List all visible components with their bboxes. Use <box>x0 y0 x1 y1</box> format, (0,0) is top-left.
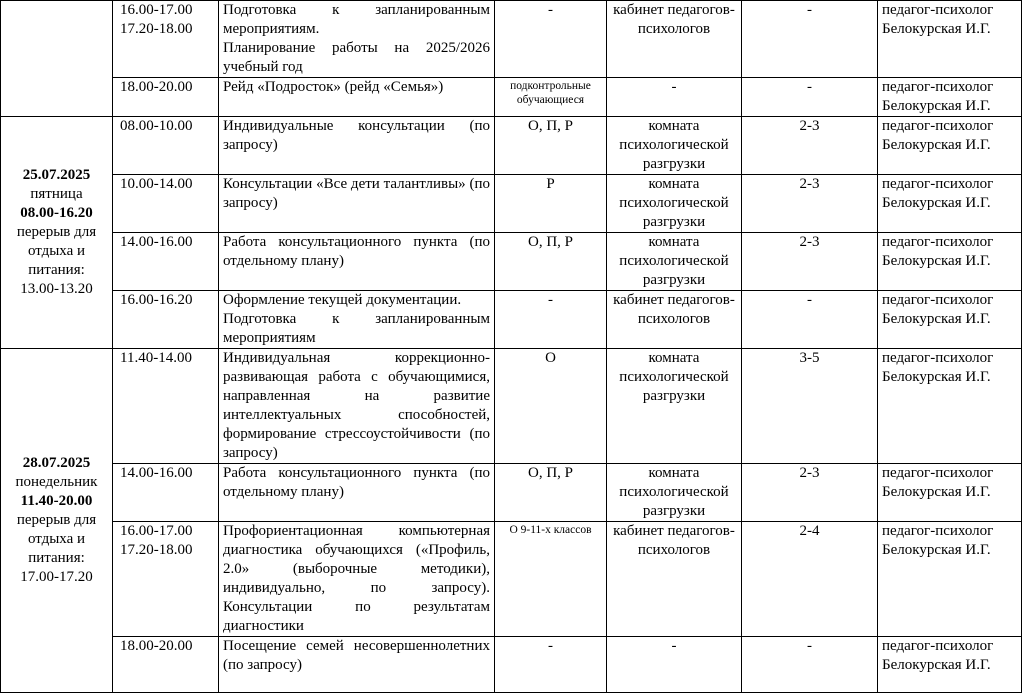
day-break-label: перерыв для отдыха и питания: <box>16 224 97 278</box>
participants-cell: - <box>495 1 607 78</box>
event-cell <box>219 464 495 522</box>
participants-cell: О, П, Р <box>495 117 607 175</box>
place-cell: комната психологической разгрузки <box>607 349 742 464</box>
event-line: Подготовка к запланированным мероприятиям. <box>223 2 490 37</box>
event-cell <box>219 175 495 233</box>
event-line: Профориентационная компьютерная диагностика обучающихся («Профиль, 2.0» (выборочные методики), индивидуально, по запросу). Консультации по результатам диагностики <box>223 523 490 634</box>
event-line: Оформление текущей документации. <box>223 292 462 308</box>
event-cell <box>219 117 495 175</box>
day-break-time: 13.00-13.20 <box>20 281 93 297</box>
age-cell: 2-4 <box>742 522 878 637</box>
responsible-cell: педагог-психолог Белокурская И.Г. <box>878 637 1022 693</box>
time-line: 16.00-16.20 <box>120 292 193 308</box>
day-date: 25.07.2025 <box>22 167 91 183</box>
event-line: Рейд «Подросток» (рейд «Семья») <box>223 79 444 95</box>
time-cell <box>113 78 219 117</box>
day-weekday: понедельник <box>15 474 98 490</box>
participants-cell: О, П, Р <box>495 464 607 522</box>
responsible-cell: педагог-психолог Белокурская И.Г. <box>878 78 1022 117</box>
responsible-cell: педагог-психолог Белокурская И.Г. <box>878 175 1022 233</box>
responsible-cell: педагог-психолог Белокурская И.Г. <box>878 1 1022 78</box>
table-row <box>1 637 1022 693</box>
responsible-cell: педагог-психолог Белокурская И.Г. <box>878 233 1022 291</box>
place-cell: кабинет педагогов-психологов <box>607 522 742 637</box>
place-cell: кабинет педагогов-психологов <box>607 291 742 349</box>
time-cell <box>113 349 219 464</box>
day-break-label: перерыв для отдыха и питания: <box>16 512 97 566</box>
age-cell: 2-3 <box>742 464 878 522</box>
event-cell <box>219 349 495 464</box>
age-cell: 2-3 <box>742 117 878 175</box>
day-hours: 11.40-20.00 <box>20 493 93 509</box>
responsible-cell: педагог-психолог Белокурская И.Г. <box>878 349 1022 464</box>
time-cell <box>113 233 219 291</box>
event-line: Планирование работы на 2025/2026 учебный год <box>223 40 490 75</box>
time-line: 18.00-20.00 <box>120 638 193 654</box>
time-cell <box>113 117 219 175</box>
event-line: Индивидуальная коррекционно-развивающая работа с обучающимися, направленная на развитие интеллектуальных способностей, формирование стрессоустойчивости (по запросу) <box>223 350 490 461</box>
table-row <box>1 522 1022 637</box>
day-cell <box>1 117 113 349</box>
event-line: Работа консультационного пункта (по отдельному плану) <box>223 465 490 500</box>
event-cell <box>219 78 495 117</box>
time-cell <box>113 1 219 78</box>
day-cell <box>1 1 113 117</box>
age-cell: - <box>742 78 878 117</box>
table-row <box>1 349 1022 464</box>
event-line: Работа консультационного пункта (по отдельному плану) <box>223 234 490 269</box>
event-cell <box>219 291 495 349</box>
time-cell <box>113 175 219 233</box>
day-hours: 08.00-16.20 <box>20 205 93 221</box>
day-break-time: 17.00-17.20 <box>20 569 93 585</box>
age-cell: - <box>742 1 878 78</box>
event-line: Подготовка к запланированным мероприятиям <box>223 311 490 346</box>
place-cell: кабинет педагогов-психологов <box>607 1 742 78</box>
time-line: 14.00-16.00 <box>120 234 193 250</box>
table-row <box>1 1 1022 78</box>
time-cell <box>113 522 219 637</box>
time-line: 18.00-20.00 <box>120 79 193 95</box>
participants-cell: - <box>495 291 607 349</box>
responsible-cell: педагог-психолог Белокурская И.Г. <box>878 117 1022 175</box>
time-cell <box>113 464 219 522</box>
time-line: 17.20-18.00 <box>120 542 193 558</box>
event-cell <box>219 233 495 291</box>
table-row <box>1 117 1022 175</box>
time-cell <box>113 291 219 349</box>
table-row <box>1 464 1022 522</box>
time-line: 17.20-18.00 <box>120 21 193 37</box>
event-cell <box>219 637 495 693</box>
day-weekday: пятница <box>30 186 83 202</box>
age-cell: 2-3 <box>742 175 878 233</box>
participants-cell: подконтрольные обучающиеся <box>495 78 607 117</box>
time-line: 16.00-17.00 <box>120 523 193 539</box>
age-cell: 2-3 <box>742 233 878 291</box>
place-cell: комната психологической разгрузки <box>607 233 742 291</box>
participants-cell: - <box>495 637 607 693</box>
table-row <box>1 233 1022 291</box>
day-cell <box>1 349 113 693</box>
table-row <box>1 291 1022 349</box>
responsible-cell: педагог-психолог Белокурская И.Г. <box>878 291 1022 349</box>
place-cell: - <box>607 78 742 117</box>
time-cell <box>113 637 219 693</box>
event-cell <box>219 522 495 637</box>
time-line: 08.00-10.00 <box>120 118 193 134</box>
time-line: 16.00-17.00 <box>120 2 193 18</box>
age-cell: - <box>742 637 878 693</box>
participants-cell: О 9-11-х классов <box>495 522 607 637</box>
time-line: 11.40-14.00 <box>120 350 192 366</box>
participants-cell: О <box>495 349 607 464</box>
place-cell: комната психологической разгрузки <box>607 117 742 175</box>
event-line: Индивидуальные консультации (по запросу) <box>223 118 490 153</box>
time-line: 10.00-14.00 <box>120 176 193 192</box>
event-line: Консультации «Все дети талантливы» (по запросу) <box>223 176 490 211</box>
place-cell: - <box>607 637 742 693</box>
event-line: Посещение семей несовершеннолетних (по запросу) <box>223 638 490 673</box>
place-cell: комната психологической разгрузки <box>607 175 742 233</box>
table-row <box>1 78 1022 117</box>
event-cell <box>219 1 495 78</box>
time-line: 14.00-16.00 <box>120 465 193 481</box>
participants-cell: Р <box>495 175 607 233</box>
responsible-cell: педагог-психолог Белокурская И.Г. <box>878 464 1022 522</box>
participants-cell: О, П, Р <box>495 233 607 291</box>
day-date: 28.07.2025 <box>22 455 91 471</box>
age-cell: 3-5 <box>742 349 878 464</box>
responsible-cell: педагог-психолог Белокурская И.Г. <box>878 522 1022 637</box>
place-cell: комната психологической разгрузки <box>607 464 742 522</box>
age-cell: - <box>742 291 878 349</box>
table-row <box>1 175 1022 233</box>
